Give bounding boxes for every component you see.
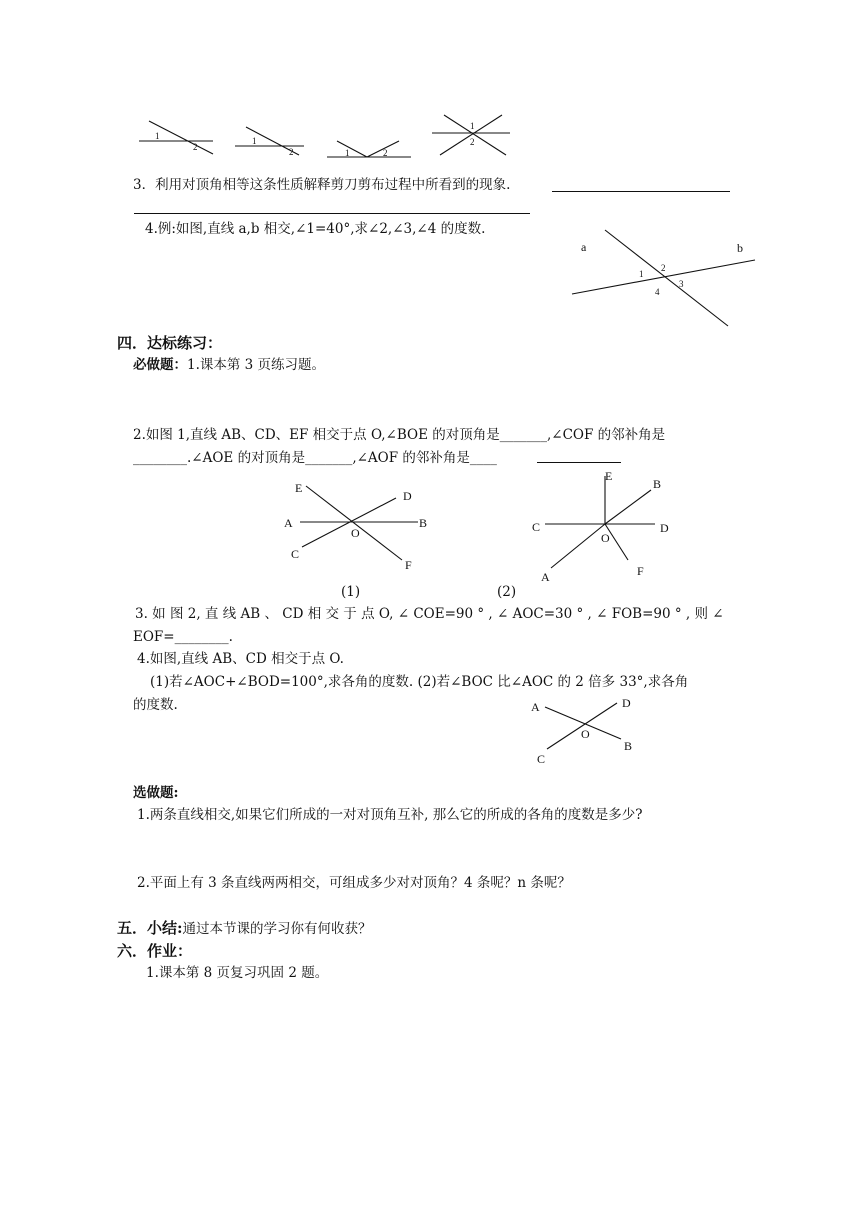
svg-text:O: O: [601, 531, 610, 545]
svg-text:B: B: [624, 739, 633, 753]
question-2-line-1: 2.如图 1,直线 AB、CD、EF 相交于点 O,∠BOE 的对顶角是_______,∠COF 的邻补角是: [133, 427, 666, 443]
angle-figure-1: [135, 112, 225, 162]
section-6-title: 六．作业：: [117, 942, 193, 960]
figure-3: [525, 693, 645, 768]
figure-lines-a-b: [565, 220, 765, 330]
question-3: 3．利用对顶角相等这条性质解释剪刀剪布过程中所看到的现象.: [133, 177, 511, 193]
section-4-title: 四．达标练习：: [117, 334, 223, 352]
svg-text:b: b: [737, 241, 743, 255]
optional-question-2: 2.平面上有 3 条直线两两相交，可组成多少对对顶角？4 条呢？n 条呢？: [137, 875, 571, 891]
svg-text:2: 2: [289, 147, 294, 157]
svg-text:F: F: [405, 558, 412, 572]
angle-figure-4: [430, 112, 512, 160]
svg-text:a: a: [581, 240, 587, 254]
required-exercise: 必做题：1.课本第 3 页练习题。: [133, 357, 326, 373]
svg-text:C: C: [291, 547, 300, 561]
question-4-example: 4.例:如图,直线 a,b 相交,∠1=40°,求∠2,∠3,∠4 的度数.: [145, 221, 486, 237]
svg-text:1: 1: [345, 148, 350, 158]
svg-text:4: 4: [655, 287, 660, 297]
svg-text:A: A: [284, 516, 293, 530]
question-4-line-3: 的度数.: [133, 697, 178, 713]
svg-text:1: 1: [470, 121, 475, 131]
section-5: 五．小结:通过本节课的学习你有何收获？: [117, 919, 372, 937]
svg-text:E: E: [605, 469, 613, 483]
svg-text:D: D: [622, 696, 631, 710]
svg-text:O: O: [581, 727, 590, 741]
figure-2-caption: (2): [497, 584, 517, 600]
question-4-line-1: 4.如图,直线 AB、CD 相交于点 O.: [137, 651, 344, 667]
svg-text:C: C: [537, 752, 546, 766]
figure-1: [280, 472, 440, 582]
figure-2: [525, 462, 685, 587]
answer-line: [552, 191, 730, 192]
svg-text:2: 2: [661, 263, 666, 273]
svg-text:B: B: [653, 477, 662, 491]
angle-figure-3: [325, 132, 415, 164]
svg-text:3: 3: [679, 279, 684, 289]
svg-text:D: D: [660, 521, 669, 535]
question-3-line-1: 3. 如 图 2, 直 线 AB 、 CD 相 交 于 点 O, ∠ COE=90 ° , ∠ AOC=30 ° , ∠ FOB=90 ° , 则 ∠: [135, 606, 724, 622]
svg-text:A: A: [531, 700, 540, 714]
question-3-line-2: EOF=________.: [133, 629, 233, 645]
homework-item: 1.课本第 8 页复习巩固 2 题。: [146, 965, 329, 981]
question-2-line-2: ________.∠AOE 的对顶角是_______,∠AOF 的邻补角是____: [133, 450, 497, 466]
svg-text:2: 2: [383, 148, 388, 158]
svg-text:O: O: [351, 526, 360, 540]
svg-text:A: A: [541, 570, 550, 584]
question-4-line-2: (1)若∠AOC+∠BOD=100°,求各角的度数. (2)若∠BOC 比∠AOC 的 2 倍多 33°,求各角: [150, 674, 689, 690]
svg-text:2: 2: [193, 142, 198, 152]
svg-text:E: E: [295, 481, 303, 495]
svg-text:D: D: [403, 489, 412, 503]
svg-text:1: 1: [639, 269, 644, 279]
svg-text:1: 1: [252, 136, 257, 146]
angle-figure-2: [232, 122, 312, 162]
svg-text:F: F: [637, 564, 644, 578]
figure-1-caption: (1): [341, 584, 361, 600]
svg-text:1: 1: [155, 131, 160, 141]
svg-text:2: 2: [470, 137, 475, 147]
optional-question-1: 1.两条直线相交,如果它们所成的一对对顶角互补, 那么它的所成的各角的度数是多少?: [137, 807, 643, 823]
answer-line: [134, 213, 530, 214]
optional-label: 选做题:: [133, 785, 179, 801]
svg-text:B: B: [419, 516, 428, 530]
svg-text:C: C: [532, 520, 541, 534]
